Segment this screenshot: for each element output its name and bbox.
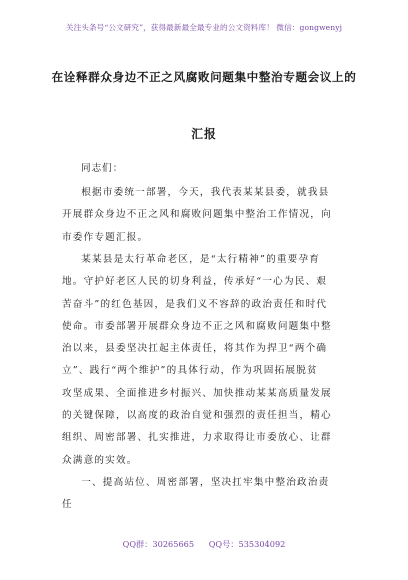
footer-qq-group: QQ群：30265665 bbox=[122, 539, 195, 549]
header-note-text: 关注头条号“公文研究”，获得最新最全最专业的公文资料库！ 微信：gongwenyj bbox=[65, 23, 343, 32]
body-paragraph: 某某县是太行革命老区，是“太行精神”的重要孕育 地。守护好老区人民的切身利益，传承好“一心为民、艰 苦奋斗”的红色基因，是我们义不容辞的政治责任和时代 使命。市委部署开展群众身边不正之风和腐败问题集中整 治以来，县委坚决扛起主体责任，将其作为捍卫“两个确 立”、践行“两个维护”的具体行动，作为巩固拓展脱贫 攻坚成果、全面推进乡村振兴、加快推动某某高质量发展 的关键保障，以高度的政治自觉和强烈的责任担当，精心 组织、周密部署、扎实推进，力求取得让市委放心、让群 众满意的实效。 bbox=[62, 254, 332, 466]
body-paragraph: 根据市委统一部署，今天，我代表某某县委，就我县 开展群众身边不正之风和腐败问题集中整治工作情况，向 市委作专题汇报。 bbox=[62, 187, 332, 243]
section-heading: 一、提高站位、周密部署，坚决扛牢集中整治政治责 任 bbox=[62, 477, 330, 511]
header-promo-note bbox=[0, 22, 408, 33]
footer-contact bbox=[0, 539, 408, 550]
document-subtitle: 汇报 bbox=[191, 127, 217, 141]
body-paragraph-3-container bbox=[62, 472, 350, 517]
salutation: 同志们： bbox=[81, 163, 124, 174]
body-paragraph-2-container bbox=[62, 249, 350, 472]
body-paragraph-1-container bbox=[62, 182, 350, 249]
footer-qq-number: QQ号：535304092 bbox=[208, 539, 286, 549]
document-title: 在诠释群众身边不正之风腐败问题集中整治专题会议上的 bbox=[51, 70, 357, 84]
